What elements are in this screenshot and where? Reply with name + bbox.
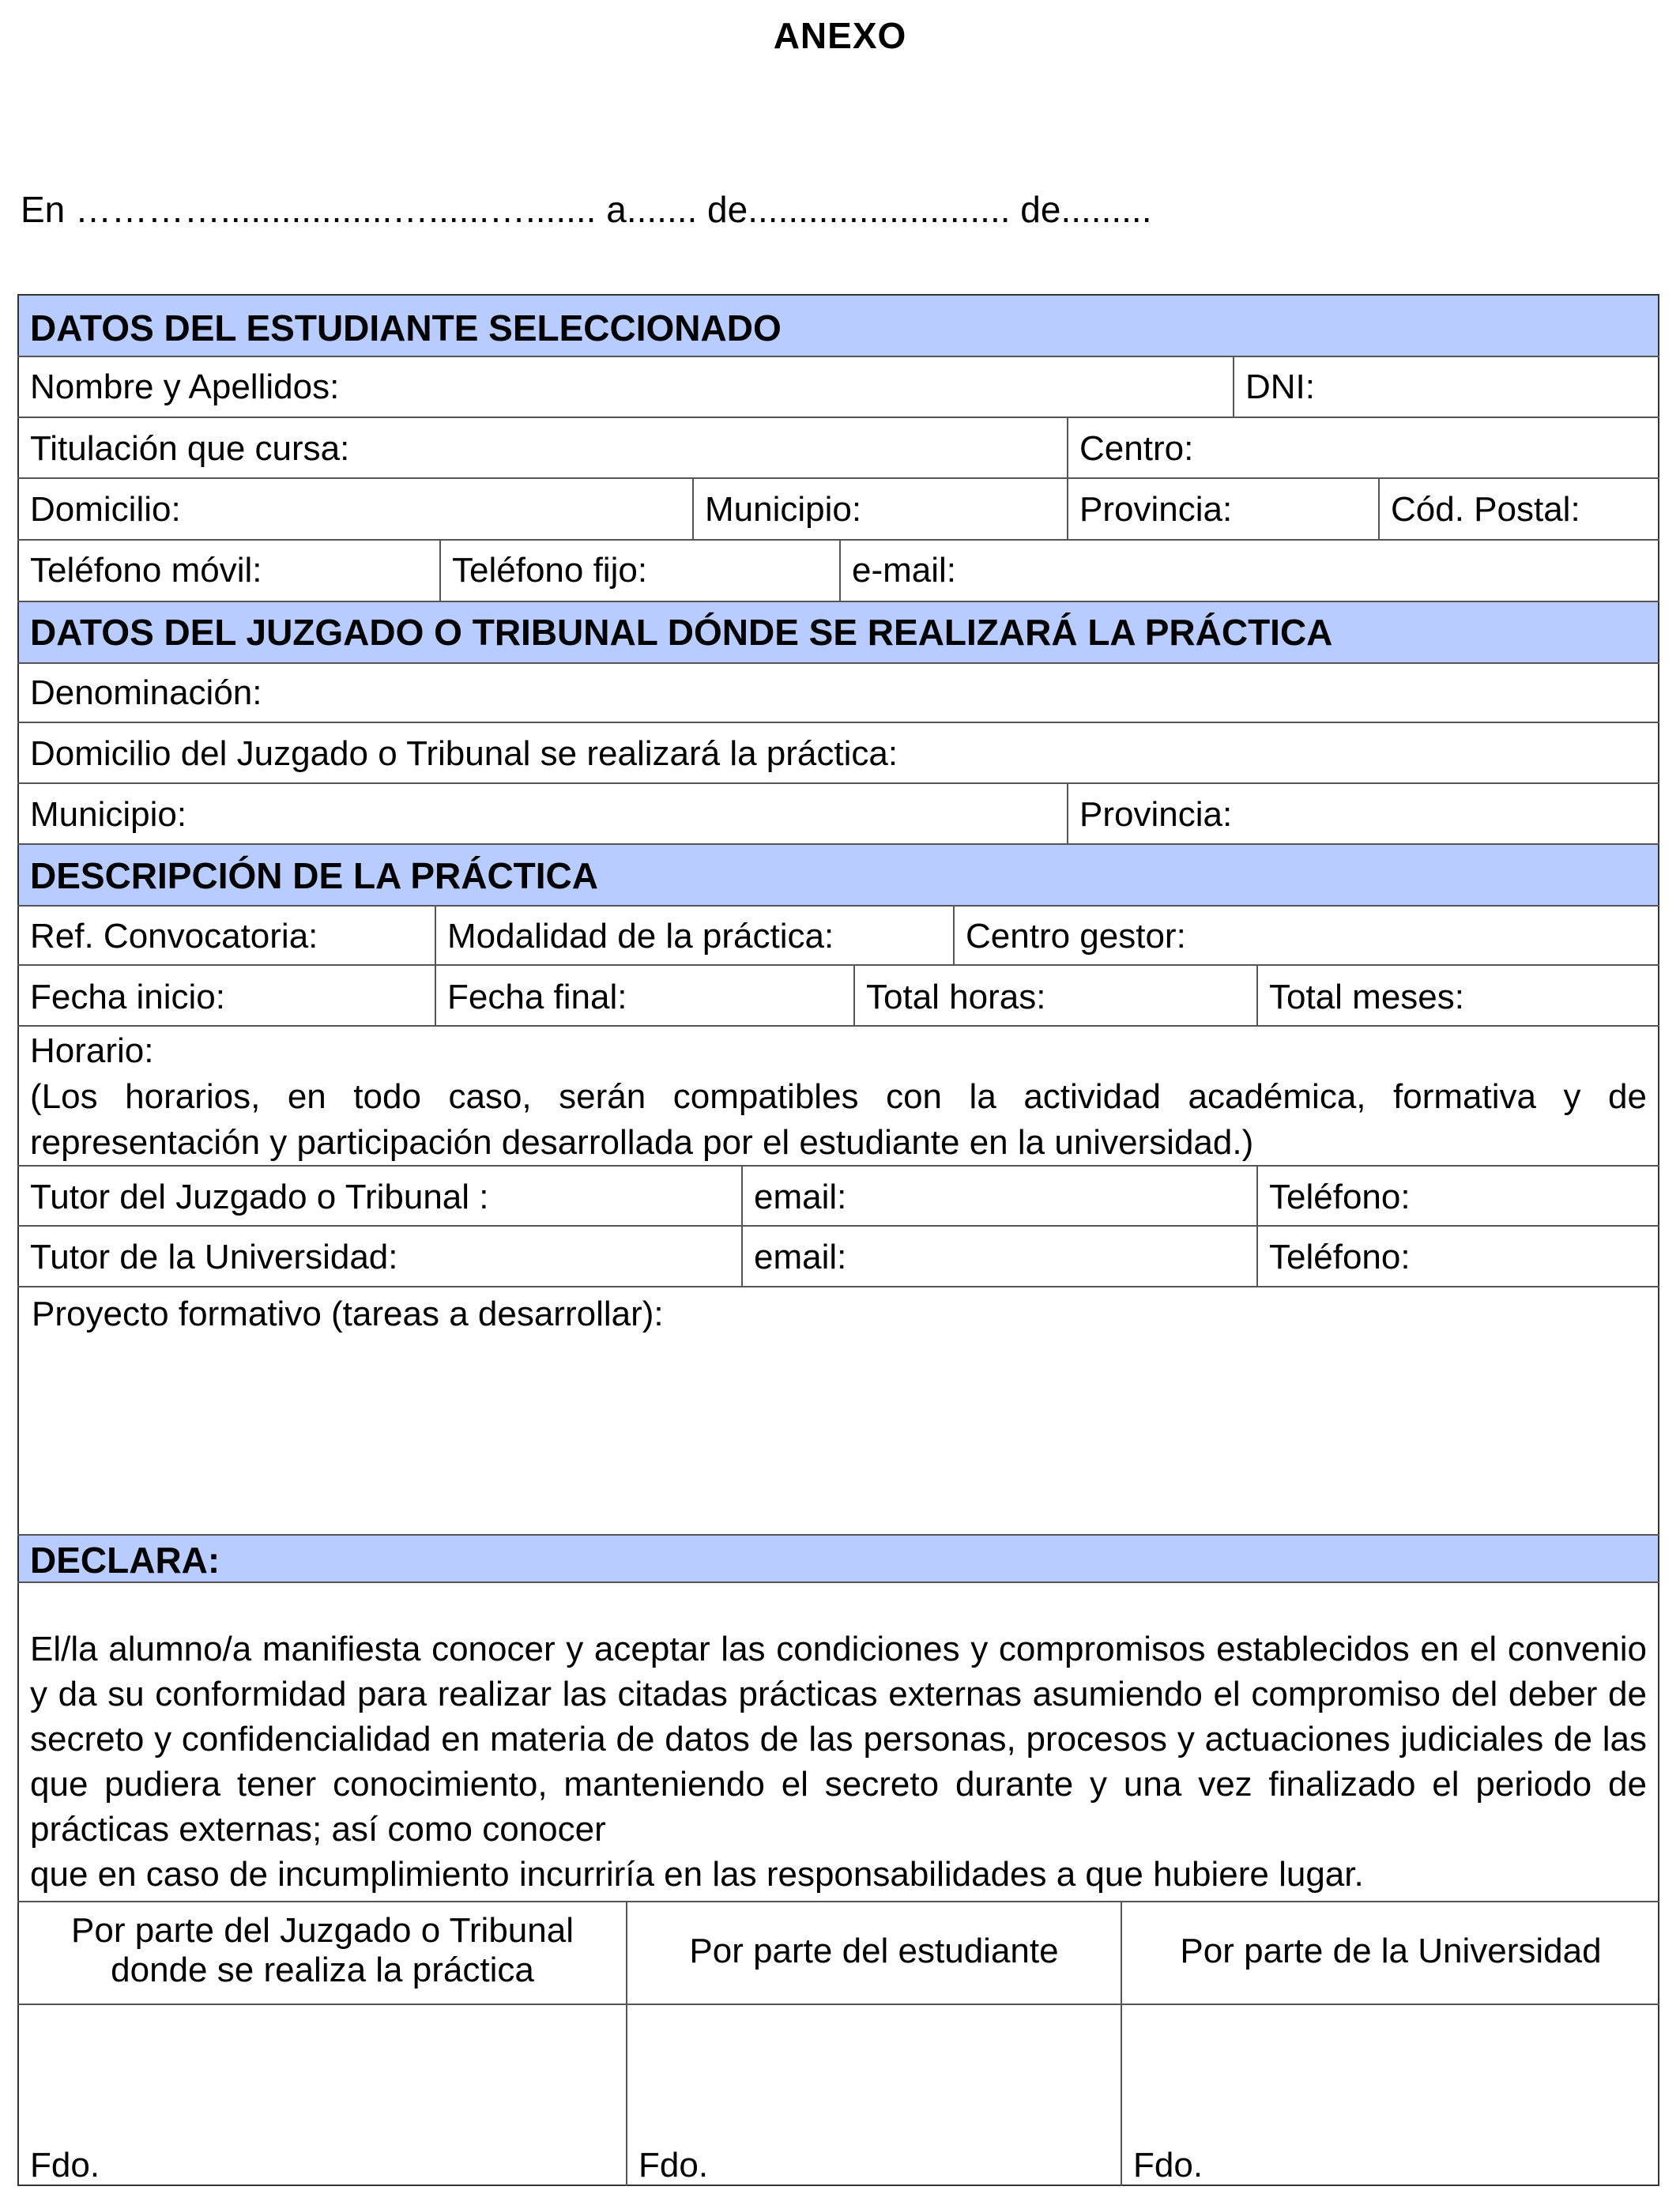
student-center-field[interactable]: Centro: xyxy=(1079,429,1194,468)
row-divider xyxy=(17,782,1659,784)
student-section-title: DATOS DEL ESTUDIANTE SELECCIONADO xyxy=(30,307,782,349)
cell-divider xyxy=(692,477,694,539)
cell-divider xyxy=(1067,417,1068,539)
declaration-body: El/la alumno/a manifiesta conocer y aceptar las condiciones y compromisos establecidos en el convenio y da su conformidad para realizar las citadas prácticas externas asumiendo el compromiso del deber de secreto y confidencialidad en materia de datos de las personas, procesos y actuaciones judiciales de las que pudiera tener conocimiento, manteniendo el secreto durante y una vez finalizado el periodo de prácticas externas; así como conocer xyxy=(30,1630,1647,1849)
student-mobile-field[interactable]: Teléfono móvil: xyxy=(30,551,262,590)
training-project-field[interactable]: Proyecto formativo (tareas a desarrollar): xyxy=(32,1295,664,1333)
cell-divider xyxy=(1233,356,1234,417)
student-landline-field[interactable]: Teléfono fijo: xyxy=(452,551,648,590)
student-municipality-field[interactable]: Municipio: xyxy=(705,490,862,529)
student-degree-field[interactable]: Titulación que cursa: xyxy=(30,429,350,468)
university-signature-heading: Por parte de la Universidad xyxy=(1180,1932,1602,1970)
cell-divider xyxy=(839,539,841,601)
row-divider xyxy=(17,477,1659,479)
student-postal-code-field[interactable]: Cód. Postal: xyxy=(1391,490,1580,529)
student-signature-heading: Por parte del estudiante xyxy=(689,1932,1059,1970)
start-date-field[interactable]: Fecha inicio: xyxy=(30,978,226,1016)
court-municipality-field[interactable]: Municipio: xyxy=(30,795,187,834)
page-title: ANEXO xyxy=(773,15,907,56)
cell-divider xyxy=(953,905,955,964)
row-divider xyxy=(17,356,1659,357)
call-reference-field[interactable]: Ref. Convocatoria: xyxy=(30,917,318,956)
court-signature-field[interactable]: Fdo. xyxy=(30,2146,100,2185)
row-divider xyxy=(17,1534,1659,1536)
cell-divider xyxy=(1067,782,1068,843)
cell-divider xyxy=(853,964,855,1025)
student-signature-field[interactable]: Fdo. xyxy=(638,2146,709,2185)
university-signature-field[interactable]: Fdo. xyxy=(1133,2146,1203,2185)
court-signature-line1: Por parte del Juzgado o Tribunal xyxy=(71,1911,574,1950)
declaration-last-line: que en caso de incumplimiento incurriría en las responsabilidades a que hubiere lugar. xyxy=(30,1855,1364,1894)
row-divider xyxy=(17,2004,1659,2005)
declaration-section-title: DECLARA: xyxy=(30,1540,220,1581)
university-tutor-field[interactable]: Tutor de la Universidad: xyxy=(30,1238,398,1276)
end-date-field[interactable]: Fecha final: xyxy=(447,978,627,1016)
schedule-field[interactable]: Horario: xyxy=(30,1031,154,1070)
university-tutor-email-field[interactable]: email: xyxy=(754,1238,847,1276)
court-signature-heading xyxy=(19,1911,626,1990)
cell-divider xyxy=(435,905,436,1025)
student-address-field[interactable]: Domicilio: xyxy=(30,490,181,529)
court-tutor-email-field[interactable]: email: xyxy=(754,1178,847,1216)
row-divider xyxy=(17,417,1659,418)
row-divider xyxy=(17,905,1659,907)
court-section-title: DATOS DEL JUZGADO O TRIBUNAL DÓNDE SE REALIZARÁ LA PRÁCTICA xyxy=(30,612,1333,653)
cell-divider xyxy=(1378,477,1380,539)
student-name-field[interactable]: Nombre y Apellidos: xyxy=(30,368,340,406)
row-divider xyxy=(17,1901,1659,1902)
cell-divider xyxy=(1256,1165,1258,1286)
cell-divider xyxy=(741,1165,743,1286)
court-name-field[interactable]: Denominación: xyxy=(30,673,262,712)
court-tutor-field[interactable]: Tutor del Juzgado o Tribunal : xyxy=(30,1178,489,1216)
schedule-note: (Los horarios, en todo caso, serán compatibles con la actividad académica, formativa y de representación y participación desarrollada por el estudiante en la universidad.) xyxy=(30,1077,1647,1162)
student-email-field[interactable]: e-mail: xyxy=(852,551,957,590)
practice-modality-field[interactable]: Modalidad de la práctica: xyxy=(447,917,834,956)
university-tutor-phone-field[interactable]: Teléfono: xyxy=(1269,1238,1411,1276)
court-address-field[interactable]: Domicilio del Juzgado o Tribunal se realizará la práctica: xyxy=(30,734,898,773)
total-hours-field[interactable]: Total horas: xyxy=(866,978,1046,1016)
student-dni-field[interactable]: DNI: xyxy=(1245,368,1315,406)
row-divider xyxy=(17,722,1659,723)
court-signature-line2: donde se realiza la práctica xyxy=(111,1951,534,1989)
cell-divider xyxy=(1256,964,1258,1025)
row-divider xyxy=(17,1581,1659,1583)
declaration-section-band xyxy=(19,1534,1658,1581)
row-divider xyxy=(17,964,1659,966)
court-province-field[interactable]: Provincia: xyxy=(1079,795,1233,834)
managing-center-field[interactable]: Centro gestor: xyxy=(966,917,1186,956)
row-divider xyxy=(17,1225,1659,1227)
row-divider xyxy=(17,601,1659,602)
row-divider xyxy=(17,539,1659,541)
row-divider xyxy=(17,843,1659,845)
student-province-field[interactable]: Provincia: xyxy=(1079,490,1233,529)
row-divider xyxy=(17,1025,1659,1027)
practice-section-title: DESCRIPCIÓN DE LA PRÁCTICA xyxy=(30,855,598,896)
declaration-text xyxy=(30,1627,1647,1897)
place-date-line: En ………….................…......…....... a....... de.......................... de......... xyxy=(21,189,1152,230)
total-months-field[interactable]: Total meses: xyxy=(1269,978,1464,1016)
cell-divider xyxy=(439,539,441,601)
row-divider xyxy=(17,1286,1659,1287)
row-divider xyxy=(17,662,1659,664)
court-tutor-phone-field[interactable]: Teléfono: xyxy=(1269,1178,1411,1216)
